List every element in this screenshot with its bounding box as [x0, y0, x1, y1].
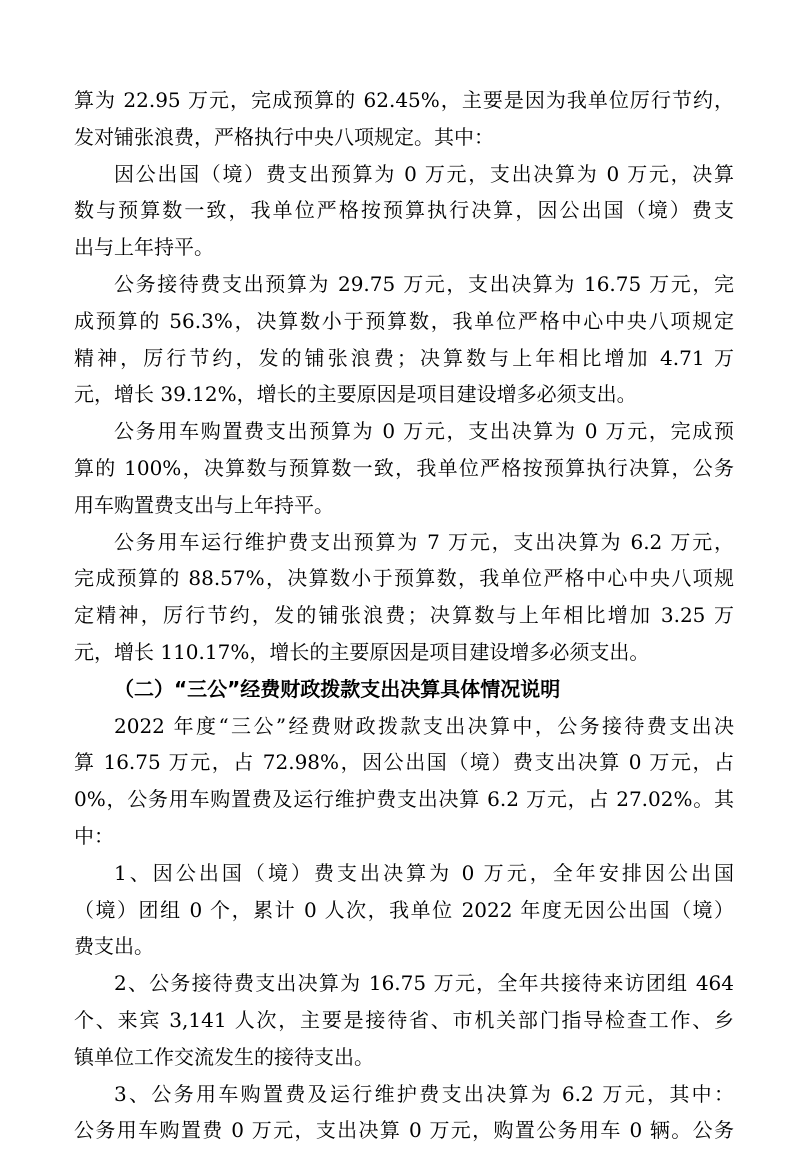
text-line: 公务用车购置费支出预算为 0 万元，支出决算为 0 万元，完成预 — [114, 419, 734, 444]
text-line: 元，增长 110.17%，增长的主要原因是项目建设增多必须支出。 — [74, 639, 650, 664]
text-line: 定精神，厉行节约，发的铺张浪费；决算数与上年相比增加 3.25 万 — [74, 603, 734, 628]
text-line: 完成预算的 88.57%，决算数小于预算数，我单位严格中心中央八项规 — [74, 566, 734, 591]
text-line: 算的 100%，决算数与预算数一致，我单位严格按预算执行决算，公务 — [74, 455, 734, 480]
text-line: 出与上年持平。 — [74, 235, 214, 260]
text-line: 成预算的 56.3%，决算数小于预算数，我单位严格中心中央八项规定 — [74, 308, 734, 333]
text-line: 费支出。 — [74, 934, 154, 959]
text-line: 1、因公出国（境）费支出决算为 0 万元，全年安排因公出国 — [114, 860, 734, 885]
section-heading: （二）“三公”经费财政拨款支出决算具体情况说明 — [114, 676, 561, 701]
text-line: 公务用车运行维护费支出预算为 7 万元，支出决算为 6.2 万元， — [114, 529, 734, 554]
text-line: 2、公务接待费支出决算为 16.75 万元，全年共接待来访团组 464 — [114, 971, 734, 996]
text-line: 用车购置费支出与上年持平。 — [74, 492, 334, 517]
text-line: 算为 22.95 万元，完成预算的 62.45%，主要是因为我单位厉行节约， — [74, 88, 734, 112]
text-line: 公务用车购置费 0 万元，支出决算 0 万元，购置公务用车 0 辆。公务 — [74, 1118, 734, 1143]
text-line: 发对铺张浪费，严格执行中央八项规定。其中： — [74, 124, 494, 149]
text-line: 算 16.75 万元，占 72.98%，因公出国（境）费支出决算 0 万元，占 — [74, 750, 734, 775]
text-line: （境）团组 0 个，累计 0 人次，我单位 2022 年度无因公出国（境） — [74, 897, 734, 922]
text-line: 精神，厉行节约，发的铺张浪费；决算数与上年相比增加 4.71 万 — [74, 345, 734, 370]
text-line: 中： — [74, 823, 114, 848]
document-body — [74, 82, 734, 1149]
text-line: 2022 年度“三公”经费财政拨款支出决算中，公务接待费支出决 — [114, 713, 734, 738]
text-line: 元，增长 39.12%，增长的主要原因是项目建设增多必须支出。 — [74, 382, 637, 407]
text-line: 0%，公务用车购置费及运行维护费支出决算 6.2 万元，占 27.02%。其 — [74, 787, 734, 812]
text-line: 因公出国（境）费支出预算为 0 万元，支出决算为 0 万元，决算 — [114, 161, 734, 186]
text-line: 个、来宾 3,141 人次，主要是接待省、市机关部门指导检查工作、乡 — [74, 1007, 734, 1032]
text-line: 镇单位工作交流发生的接待支出。 — [74, 1044, 374, 1069]
text-line: 公务接待费支出预算为 29.75 万元，支出决算为 16.75 万元，完 — [114, 271, 734, 296]
text-line: 3、公务用车购置费及运行维护费支出决算为 6.2 万元，其中： — [114, 1081, 734, 1106]
text-line: 数与预算数一致，我单位严格按预算执行决算，因公出国（境）费支 — [74, 198, 734, 223]
